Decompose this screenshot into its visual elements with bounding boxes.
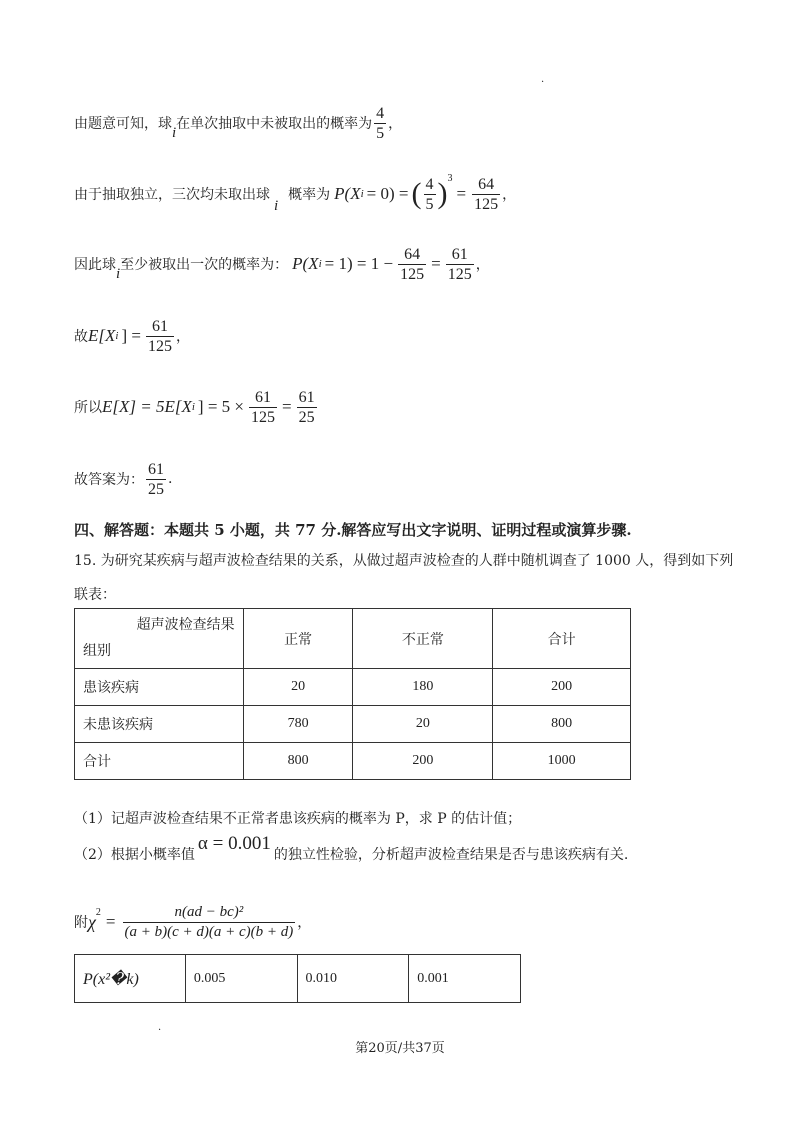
line2-text2: 概率为 <box>288 187 331 203</box>
part-1: （1）记超声波检查结果不正常者患该疾病的概率为 P，求 P 的估计值； <box>74 811 522 827</box>
line2-lparen: ( <box>411 177 422 210</box>
table-cell: 800 <box>493 706 631 743</box>
line5-fraction-2 <box>297 388 317 427</box>
line4-expr: E[X <box>88 326 116 345</box>
frac-denominator: 125 <box>400 265 425 283</box>
table-cell: 780 <box>243 706 353 743</box>
question-15-line-1: 15. 为研究某疾病与超声波检查结果的关系，从做过超声波检查的人群中随机调查了 1000 人，得到如下列 <box>74 553 734 569</box>
line2-expr: P(X <box>334 184 361 203</box>
formula-prefix: 附 <box>74 915 88 931</box>
line3-expr2: = 1) = 1 − <box>324 254 394 273</box>
line2-sub: i <box>360 188 364 200</box>
line2-fraction-2 <box>472 175 500 214</box>
line3-text: 因此球 <box>74 257 116 273</box>
corner-bottom-label: 组别 <box>83 643 111 659</box>
frac-denominator: 125 <box>251 408 276 426</box>
line5-eq: = <box>282 397 292 416</box>
frac-denominator: 25 <box>148 480 164 498</box>
column-header: 正常 <box>243 609 353 669</box>
table-cell: 200 <box>353 743 493 780</box>
line2-var-i: i <box>274 197 279 214</box>
frac-denominator: 25 <box>298 408 315 426</box>
table-row <box>75 706 631 743</box>
frac-numerator: 61 <box>151 317 168 335</box>
section-heading: 四、解答题：本题共 5 小题，共 77 分.解答应写出文字说明、证明过程或演算步骤. <box>74 521 632 539</box>
formula-tail: ， <box>297 915 312 931</box>
table-cell: 20 <box>243 669 353 706</box>
line4-text: 故 <box>74 329 88 345</box>
table-label-cell: P(x²�k) <box>75 955 186 1003</box>
solution-line-2 <box>74 171 516 217</box>
frac-numerator: 61 <box>451 245 468 263</box>
line3-text2: 至少被取出一次的概率为： <box>120 257 289 273</box>
part-2 <box>74 832 628 876</box>
question-15-line-2: 联表： <box>74 587 116 603</box>
frac-denominator: 125 <box>474 195 499 213</box>
line1-text2: 在单次抽取中未被取出的概率为 <box>176 116 373 132</box>
line2-tail: ， <box>502 187 517 203</box>
frac-numerator: n(ad − bc)² <box>174 903 244 920</box>
line6-tail: . <box>168 471 173 487</box>
formula-eq: = <box>105 912 116 931</box>
line1-var-i: i <box>172 124 177 141</box>
frac-numerator: 64 <box>478 175 495 193</box>
frac-denominator: (a + b)(c + d)(a + c)(b + d) <box>124 923 294 940</box>
row-label: 合计 <box>75 743 244 780</box>
line3-fraction-2 <box>446 245 474 284</box>
line4-sub: i <box>115 330 119 342</box>
formula-power: 2 <box>95 906 101 918</box>
frac-numerator: 61 <box>298 388 315 406</box>
table-cell: 180 <box>353 669 493 706</box>
line2-text: 由于抽取独立，三次均未取出球 <box>74 187 270 203</box>
frac-denominator: 5 <box>425 195 434 213</box>
part-2-text-b: 的独立性检验，分析超声波检查结果是否与患该疾病有关. <box>273 847 629 863</box>
frac-numerator: 61 <box>148 460 164 478</box>
table-row <box>75 955 521 1003</box>
solution-line-4 <box>74 313 190 359</box>
part-2-text-a: （2）根据小概率值 <box>74 847 195 863</box>
line2-eq: = <box>456 184 467 203</box>
line2-power: 3 <box>447 172 453 184</box>
line5-expr2: ] = 5 × <box>197 397 245 416</box>
table-cell: 0.005 <box>185 955 297 1003</box>
chi-square-formula <box>74 896 311 948</box>
table-cell: 200 <box>493 669 631 706</box>
table-row <box>75 743 631 780</box>
line2-expr2: = 0) = <box>366 184 409 203</box>
line1-text: 由题意可知，球 <box>74 116 172 132</box>
solution-line-1 <box>74 100 402 146</box>
frac-denominator: 125 <box>447 265 472 283</box>
corner-top-label: 超声波检查结果 <box>136 617 235 633</box>
solution-line-5 <box>74 384 319 430</box>
line3-eq: = <box>431 254 441 273</box>
row-label: 未患该疾病 <box>75 706 244 743</box>
line2-fraction <box>424 175 436 214</box>
line5-expr: E[X] = 5E[X <box>102 397 192 416</box>
table-cell: 800 <box>243 743 353 780</box>
line3-sub: i <box>318 258 322 270</box>
solution-answer <box>74 456 172 502</box>
column-header: 合计 <box>493 609 631 669</box>
line3-var-i: i <box>116 265 121 282</box>
line5-fraction <box>249 388 277 427</box>
line1-fraction <box>374 104 386 143</box>
line3-expr: P(X <box>292 254 319 273</box>
row-label: 患该疾病 <box>75 669 244 706</box>
formula-fraction <box>123 903 296 942</box>
line5-text: 所以 <box>74 400 102 416</box>
column-header: 不正常 <box>353 609 493 669</box>
critical-value-table <box>74 954 521 1003</box>
solution-line-3 <box>74 241 490 287</box>
line6-text: 故答案为： <box>74 472 144 488</box>
table-corner-cell <box>75 609 244 669</box>
line4-fraction <box>146 317 174 356</box>
frac-numerator: 61 <box>255 388 272 406</box>
frac-numerator: 64 <box>404 245 421 263</box>
line3-fraction <box>398 245 426 284</box>
line5-sub: i <box>191 401 195 413</box>
line3-tail: ， <box>475 257 490 273</box>
line2-rparen: ) <box>437 177 448 210</box>
frac-numerator: 4 <box>376 104 385 122</box>
frac-denominator: 5 <box>376 124 385 142</box>
line4-expr2: ] = <box>121 326 141 345</box>
stray-mark: . <box>158 1022 162 1033</box>
line4-tail: ， <box>175 329 190 345</box>
frac-denominator: 125 <box>147 337 172 355</box>
table-row <box>75 669 631 706</box>
table-cell: 1000 <box>493 743 631 780</box>
stray-dot: . <box>541 74 545 85</box>
page-footer: 第20页/共37页 <box>355 1041 445 1056</box>
contingency-table <box>74 608 631 780</box>
alpha-value: α = 0.001 <box>197 833 271 854</box>
formula-lhs: χ <box>88 911 96 932</box>
frac-numerator: 4 <box>425 175 434 193</box>
table-cell: 20 <box>353 706 493 743</box>
table-cell: 0.010 <box>297 955 409 1003</box>
table-header-row <box>75 609 631 669</box>
line1-tail: ， <box>388 116 403 132</box>
table-cell: 0.001 <box>409 955 521 1003</box>
line6-fraction <box>146 460 166 499</box>
